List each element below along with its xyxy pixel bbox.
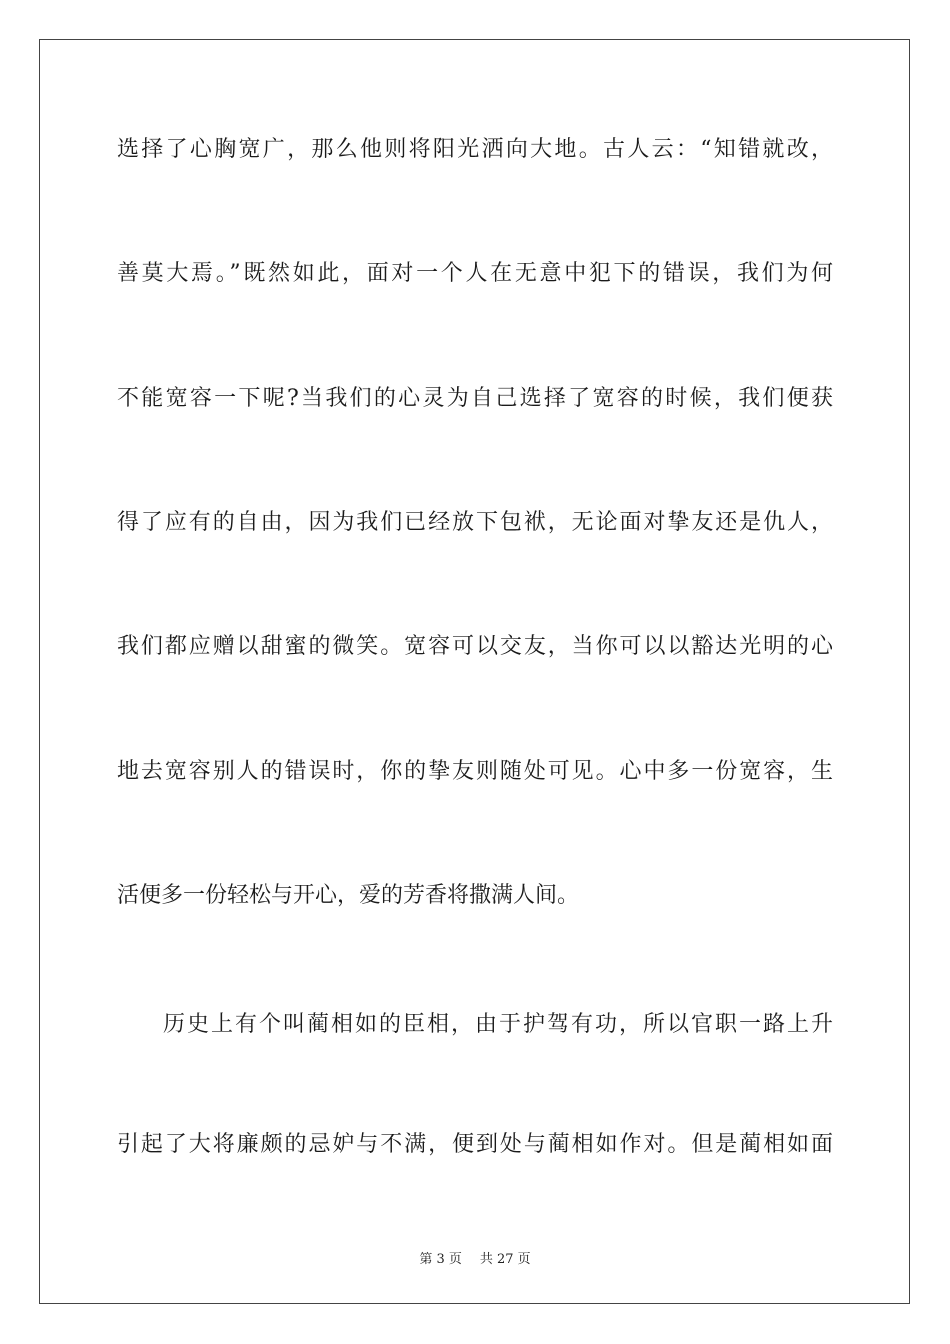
paragraph-line: 得了应有的自由，因为我们已经放下包袱，无论面对挚友还是仇人， — [117, 510, 833, 535]
page-number: 第 3 页 — [419, 1252, 462, 1267]
paragraph-line: 善莫大焉。”既然如此，面对一个人在无意中犯下的错误，我们为何 — [117, 261, 833, 286]
paragraph-line: 我们都应赠以甜蜜的微笑。宽容可以交友，当你可以以豁达光明的心 — [117, 634, 833, 659]
paragraph-line: 不能宽容一下呢?当我们的心灵为自己选择了宽容的时候，我们便获 — [117, 386, 833, 411]
paragraph-line: 活便多一份轻松与开心，爱的芳香将撒满人间。 — [117, 883, 580, 908]
page-footer — [0, 1248, 950, 1267]
page-total: 共 27 页 — [479, 1252, 531, 1267]
paragraph-line: 引起了大将廉颇的忌妒与不满，便到处与蔺相如作对。但是蔺相如面 — [117, 1132, 833, 1157]
paragraph-line: 历史上有个叫蔺相如的臣相，由于护驾有功，所以官职一路上升 — [163, 1012, 833, 1037]
paragraph-line: 选择了心胸宽广，那么他则将阳光洒向大地。古人云：“知错就改， — [117, 137, 833, 162]
paragraph-line: 地去宽容别人的错误时，你的挚友则随处可见。心中多一份宽容，生 — [117, 759, 833, 784]
page-border — [39, 39, 910, 1304]
